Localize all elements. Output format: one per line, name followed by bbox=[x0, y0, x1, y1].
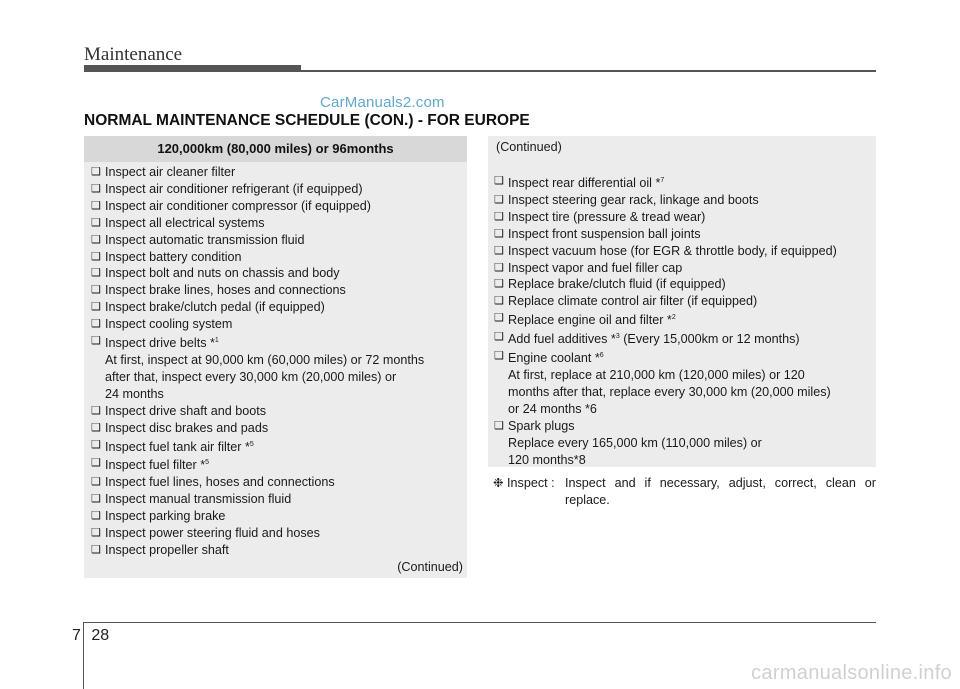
checkbox-icon: ❑ bbox=[91, 543, 101, 556]
right-schedule-panel bbox=[488, 136, 876, 467]
checkbox-icon: ❑ bbox=[91, 284, 101, 297]
section-title: NORMAL MAINTENANCE SCHEDULE (CON.) - FOR EUROPE bbox=[84, 112, 530, 129]
footnote-marker: 6 bbox=[599, 352, 604, 360]
footnote-marker: 1 bbox=[214, 337, 219, 345]
checklist-item bbox=[91, 437, 463, 456]
legend-label: ❉ Inspect : bbox=[493, 476, 555, 490]
checklist-item bbox=[91, 542, 463, 559]
footnote-marker: 7 bbox=[660, 177, 665, 184]
checkbox-icon: ❑ bbox=[494, 227, 504, 240]
legend-note bbox=[493, 475, 876, 509]
checkbox-icon: ❑ bbox=[91, 182, 101, 195]
checkbox-icon: ❑ bbox=[494, 175, 504, 187]
checklist-item bbox=[91, 282, 463, 299]
checklist-item bbox=[494, 293, 872, 310]
checkbox-icon: ❑ bbox=[494, 193, 504, 206]
checklist-item bbox=[91, 164, 463, 181]
checklist-item-text: Inspect front suspension ball joints bbox=[508, 226, 701, 241]
page-number bbox=[72, 627, 109, 645]
checkbox-icon: ❑ bbox=[494, 244, 504, 257]
checklist-item-note: At first, replace at 210,000 km (120,000 miles) or 120 bbox=[508, 367, 805, 382]
checkbox-icon: ❑ bbox=[91, 404, 101, 417]
checklist-item-note: or 24 months *6 bbox=[508, 401, 597, 416]
checklist-item bbox=[494, 192, 872, 209]
checklist-item-text: Spark plugs bbox=[508, 418, 575, 433]
checklist-item-text: Inspect drive shaft and boots bbox=[105, 403, 267, 418]
checkbox-icon: ❑ bbox=[91, 233, 101, 246]
checkbox-icon: ❑ bbox=[494, 419, 504, 432]
checkbox-icon: ❑ bbox=[91, 216, 101, 229]
continued-label: (Continued) bbox=[397, 560, 463, 574]
checkbox-icon: ❑ bbox=[91, 457, 101, 470]
checklist-item bbox=[494, 209, 872, 226]
checklist-item-text: Inspect all electrical systems bbox=[105, 215, 265, 230]
checklist-item bbox=[494, 260, 872, 277]
checkbox-icon: ❑ bbox=[91, 527, 101, 540]
checklist-item bbox=[91, 249, 463, 266]
checkbox-icon: ❑ bbox=[494, 312, 504, 325]
checklist-item bbox=[91, 232, 463, 249]
footnote-marker: 5 bbox=[205, 459, 210, 467]
checklist-item-tail: (Every 15,000km or 12 months) bbox=[619, 332, 800, 347]
checklist-item-text: Replace engine oil and filter * bbox=[508, 313, 672, 328]
checklist-item-text: Add fuel additives * bbox=[508, 332, 616, 347]
checklist-item-note: At first, inspect at 90,000 km (60,000 miles) or 72 months bbox=[105, 352, 425, 367]
footnote-marker: 3 bbox=[615, 333, 620, 341]
checklist-item bbox=[91, 403, 463, 420]
checkbox-icon: ❑ bbox=[91, 250, 101, 263]
watermark-text: CarManuals2.com bbox=[320, 94, 445, 111]
checklist-item-note: after that, inspect every 30,000 km (20,000 miles) or bbox=[105, 369, 397, 384]
checklist-item-text: Inspect rear differential oil * bbox=[508, 176, 661, 190]
checklist-item bbox=[494, 418, 872, 469]
footnote-marker: 2 bbox=[671, 314, 676, 322]
continued-label: (Continued) bbox=[496, 140, 562, 154]
right-checklist bbox=[494, 173, 872, 468]
checklist-item bbox=[494, 310, 872, 329]
checklist-item bbox=[91, 455, 463, 474]
header-rule-thick bbox=[84, 65, 301, 72]
checklist-item-text: Inspect air conditioner refrigerant (if equipped) bbox=[105, 181, 363, 196]
checkbox-icon: ❑ bbox=[91, 510, 101, 523]
checkbox-icon: ❑ bbox=[91, 199, 101, 212]
checklist-item-text: Inspect fuel lines, hoses and connections bbox=[105, 475, 335, 490]
checkbox-icon: ❑ bbox=[494, 278, 504, 291]
site-watermark: carmanualsonline.info bbox=[751, 662, 952, 684]
checklist-item-text: Inspect manual transmission fluid bbox=[105, 492, 292, 507]
footer-rule bbox=[84, 622, 876, 623]
checklist-item bbox=[494, 226, 872, 243]
checkbox-icon: ❑ bbox=[91, 421, 101, 434]
checkbox-icon: ❑ bbox=[494, 331, 504, 344]
checklist-item-text: Inspect automatic transmission fluid bbox=[105, 232, 305, 247]
checklist-item bbox=[91, 299, 463, 316]
checkbox-icon: ❑ bbox=[91, 493, 101, 506]
chapter-number: 7 bbox=[72, 627, 81, 644]
footnote-marker: 5 bbox=[249, 440, 254, 448]
checklist-item bbox=[91, 181, 463, 198]
checkbox-icon: ❑ bbox=[91, 335, 101, 348]
checkbox-icon: ❑ bbox=[91, 267, 101, 280]
checklist-item-text: Replace climate control air filter (if equipped) bbox=[508, 294, 758, 309]
checkbox-icon: ❑ bbox=[91, 318, 101, 331]
checklist-item bbox=[91, 491, 463, 508]
interval-heading: 120,000km (80,000 miles) or 96months bbox=[84, 136, 467, 162]
checklist-item-text: Inspect air cleaner filter bbox=[105, 165, 236, 179]
checklist-item-text: Inspect disc brakes and pads bbox=[105, 420, 269, 435]
checklist-item bbox=[494, 276, 872, 293]
checkbox-icon: ❑ bbox=[91, 438, 101, 451]
checklist-item-note: months after that, replace every 30,000 km (20,000 miles) bbox=[508, 384, 831, 399]
checklist-item-text: Inspect drive belts * bbox=[105, 336, 215, 351]
checklist-item-text: Inspect vapor and fuel filler cap bbox=[508, 260, 683, 275]
checklist-item bbox=[494, 329, 872, 348]
checklist-item-text: Inspect fuel tank air filter * bbox=[105, 439, 250, 454]
checklist-item bbox=[494, 348, 872, 418]
left-checklist bbox=[91, 164, 463, 559]
checklist-item bbox=[91, 215, 463, 232]
checklist-item bbox=[91, 474, 463, 491]
checklist-item-text: Inspect propeller shaft bbox=[105, 542, 229, 557]
checklist-item-text: Inspect steering gear rack, linkage and boots bbox=[508, 192, 759, 207]
checklist-item-text: Replace brake/clutch fluid (if equipped) bbox=[508, 277, 726, 292]
checklist-item-text: Inspect brake lines, hoses and connections bbox=[105, 283, 346, 298]
checkbox-icon: ❑ bbox=[494, 261, 504, 274]
checklist-item bbox=[494, 243, 872, 260]
legend-text: Inspect and if necessary, adjust, correct, clean or replace. bbox=[565, 476, 876, 507]
checklist-item-text: Inspect vacuum hose (for EGR & throttle body, if equipped) bbox=[508, 243, 837, 258]
checklist-item-text: Inspect bolt and nuts on chassis and body bbox=[105, 266, 340, 281]
left-schedule-panel bbox=[84, 136, 467, 578]
page-header-title: Maintenance bbox=[84, 44, 183, 65]
checklist-item-text: Inspect air conditioner compressor (if equipped) bbox=[105, 198, 371, 213]
checkbox-icon: ❑ bbox=[91, 301, 101, 314]
checkbox-icon: ❑ bbox=[494, 210, 504, 223]
checkbox-icon: ❑ bbox=[494, 295, 504, 308]
checkbox-icon: ❑ bbox=[91, 166, 101, 178]
page-index: 28 bbox=[91, 627, 110, 644]
checklist-item-text: Engine coolant * bbox=[508, 351, 600, 366]
checklist-item-text: Inspect brake/clutch pedal (if equipped) bbox=[105, 300, 325, 315]
checklist-item bbox=[494, 173, 872, 192]
checklist-item bbox=[91, 525, 463, 542]
checklist-item-text: Inspect tire (pressure & tread wear) bbox=[508, 209, 706, 224]
checklist-item bbox=[91, 333, 463, 403]
checklist-item-text: Inspect power steering fluid and hoses bbox=[105, 526, 320, 541]
checklist-item bbox=[91, 508, 463, 525]
checklist-item bbox=[91, 316, 463, 333]
checklist-item-note: 24 months bbox=[105, 386, 164, 401]
checklist-item-note: 120 months*8 bbox=[508, 452, 586, 467]
header-rule-thin bbox=[301, 70, 876, 72]
checklist-item bbox=[91, 198, 463, 215]
checklist-item-text: Inspect battery condition bbox=[105, 249, 242, 264]
checklist-item-note: Replace every 165,000 km (110,000 miles) or bbox=[508, 435, 762, 450]
checkbox-icon: ❑ bbox=[494, 350, 504, 363]
checklist-item bbox=[91, 420, 463, 437]
checklist-item-text: Inspect fuel filter * bbox=[105, 458, 206, 473]
checklist-item-text: Inspect parking brake bbox=[105, 509, 226, 524]
checklist-item-text: Inspect cooling system bbox=[105, 317, 233, 332]
checklist-item bbox=[91, 265, 463, 282]
checkbox-icon: ❑ bbox=[91, 476, 101, 489]
